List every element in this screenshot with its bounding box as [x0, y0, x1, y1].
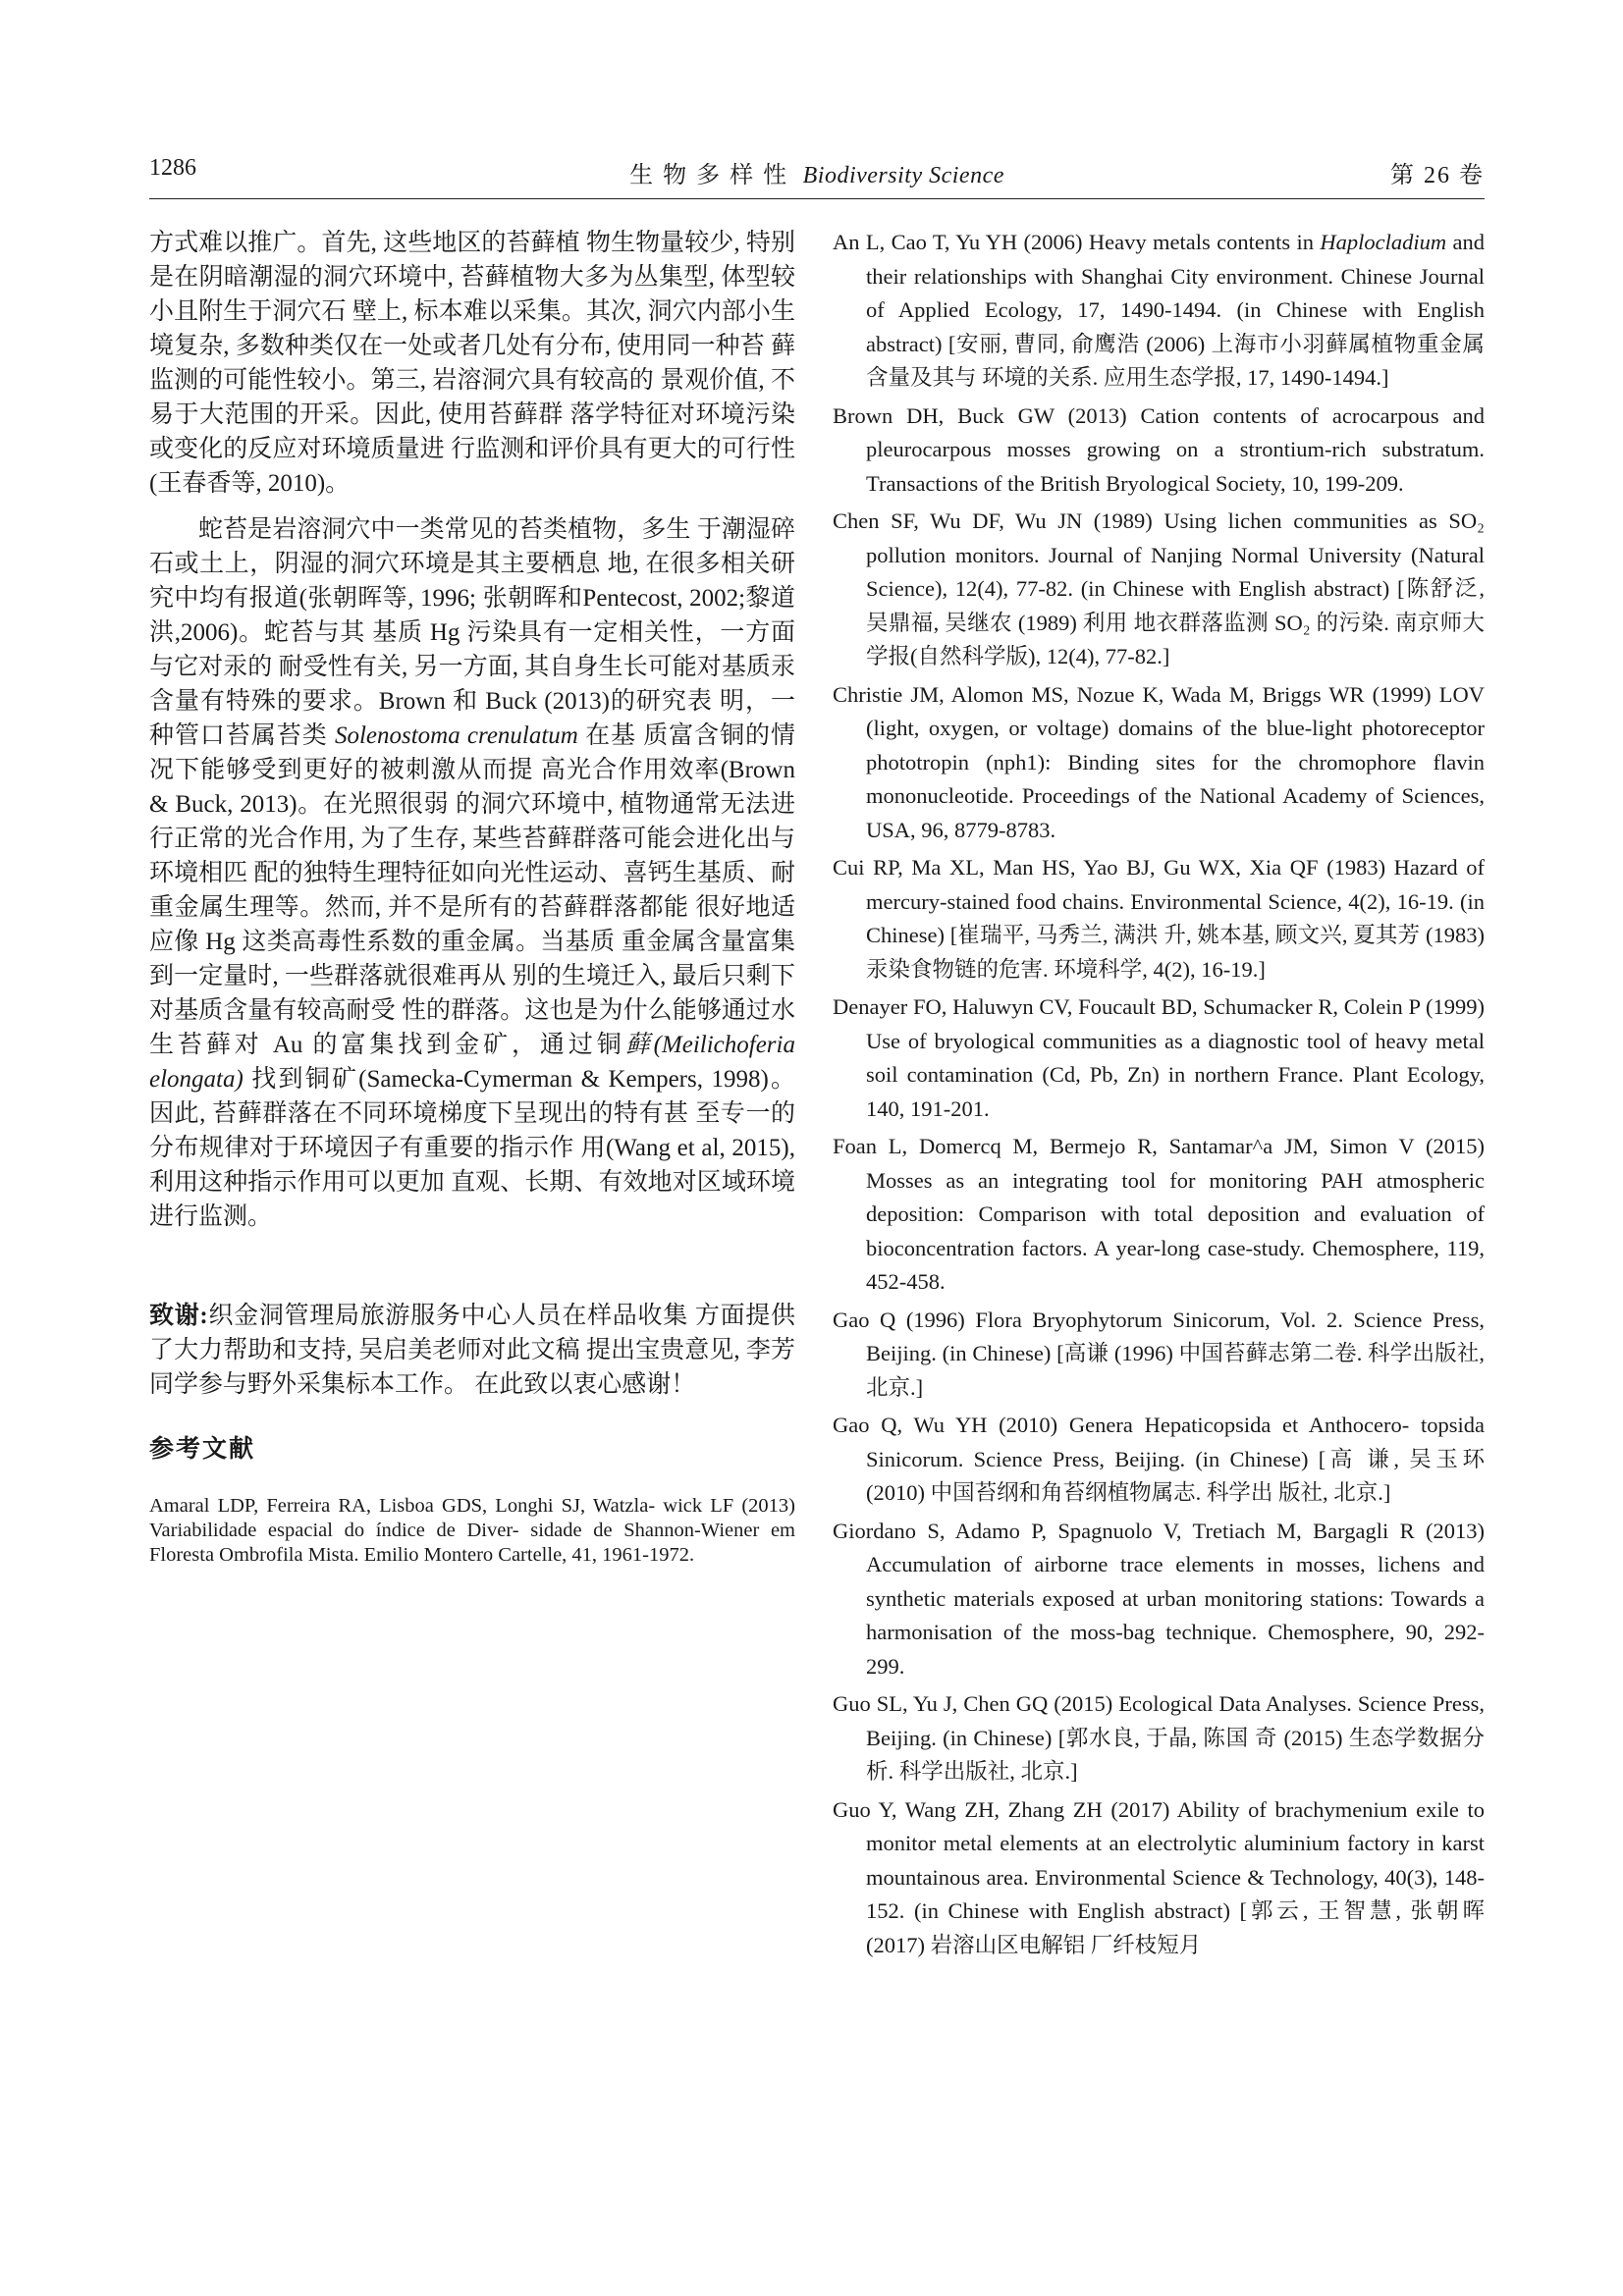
- acknowledgements-label: 致谢:: [149, 1303, 208, 1329]
- genus-name: (Meilichoferia elongata): [149, 1032, 795, 1093]
- left-column: [149, 226, 795, 1568]
- right-column: [833, 226, 1485, 1966]
- species-name: Solenostoma crenulatum: [334, 722, 578, 749]
- paragraph-2-text-b: 在基 质富含铜的情况下能够受到更好的被刺激从而提 高光合作用效率(Brown & Buck, 2013)。在光照很弱 的洞穴环境中, 植物通常无法进行正常的光合作用, 为了生存, 某些苔藓群落可能会进化出与环境相匹 配的独特生理特征如向光性运动、喜钙生基质、耐 重金属生理等。然而, 并不是所有的苔藓群落都能 很好地适应像 Hg 这类高毒性系数的重金属。当基质 重金属含量富集到一定量时, 一些群落就很难再从 别的生境迁入, 最后只剩下对基质含量有较高耐受 性的群落。这也是为什么能够通过水生苔藓对 Au 的富集找到金矿，通过铜: [149, 722, 795, 1058]
- reference-guo-y: Guo Y, Wang ZH, Zhang ZH (2017) Ability of brachymenium exile to monitor metal elements at an electrolytic aluminium factory in karst mountainous area. Environmental Science & Technology, 40(3), 148-152. (in Chinese with English abstract) [郭云, 王智慧, 张朝晖 (2017) 岩溶山区电解铝 厂纤枝短月: [833, 1796, 1485, 1957]
- reference-an-text-a: An L, Cao T, Yu YH (2006) Heavy metals contents in: [833, 230, 1321, 254]
- paragraph-2-text-a: 蛇苔是岩溶洞穴中一类常见的苔类植物，多生 于潮湿碎石或土上，阴湿的洞穴环境是其主要栖息 地, 在很多相关研究中均有报道(张朝晖等, 1996; 张朝晖和Pentecost, 2002;黎道洪,2006)。蛇苔与其 基质 Hg 污染具有一定相关性，一方面与它对汞的 耐受性有关, 另一方面, 其自身生长可能对基质汞 含量有特殊的要求。Brown 和 Buck (2013)的研究表 明，一种管口苔属苔类: [149, 516, 795, 749]
- reference-christie: Christie JM, Alomon MS, Nozue K, Wada M, Briggs WR (1999) LOV (light, oxygen, or voltage) domains of the blue-light photoreceptor phototropin (nph1): Binding sites for the chromophore flavin mononucleotide. Proceedings of the National Academy of Sciences, USA, 96, 8779-8783.: [833, 681, 1485, 842]
- reference-denayer: Denayer FO, Haluwyn CV, Foucault BD, Schumacker R, Colein P (1999) Use of bryological communities as a diagnostic tool of heavy metal soil contamination (Cd, Pb, Zn) in northern France. Plant Ecology, 140, 191-201.: [833, 994, 1485, 1121]
- reference-guo-sl: Guo SL, Yu J, Chen GQ (2015) Ecological Data Analyses. Science Press, Beijing. (in Chinese) [郭水良, 于晶, 陈国 奇 (2015) 生态学数据分析. 科学出版社, 北京.]: [833, 1691, 1485, 1784]
- reference-an-text-b: and their relationships with Shanghai City environment. Chinese Journal of Applied Ecology, 17, 1490-1494. (in Chinese with English abstract) [安丽, 曹同, 俞鹰浩 (2006) 上海市小羽藓属植物重金属含量及其与 环境的关系. 应用生态学报, 17, 1490-1494.]: [866, 230, 1485, 390]
- reference-brown: Brown DH, Buck GW (2013) Cation contents of acrocarpous and pleurocarpous mosses growing on a strontium-rich substratum. Transactions of the British Bryological Society, 10, 199-209.: [833, 402, 1485, 496]
- reference-an-genus: Haplocladium: [1320, 230, 1447, 254]
- reference-gao-1996: Gao Q (1996) Flora Bryophytorum Sinicorum, Vol. 2. Science Press, Beijing. (in Chinese) [高谦 (1996) 中国苔藓志第二卷. 科学出版社, 北京.]: [833, 1307, 1485, 1400]
- reference-gao-2010: Gao Q, Wu YH (2010) Genera Hepaticopsida et Anthocero- topsida Sinicorum. Science Press, Beijing. (in Chinese) [高 谦, 吴玉环 (2010) 中国苔纲和角苔纲植物属志. 科学出 版社, 北京.]: [833, 1413, 1485, 1505]
- page-number: 1286: [149, 155, 196, 181]
- header-rule: [149, 198, 1485, 199]
- acknowledgements: [149, 1299, 795, 1402]
- paragraph-2-text-c: 找到铜矿(Samecka-Cymerman & Kempers, 1998)。 因此, 苔藓群落在不同环境梯度下呈现出的特有甚 至专一的分布规律对于环境因子有重要的指示作 用(Wang et al, 2015),利用这种指示作用可以更加 直观、长期、有效地对区域环境进行监测。: [149, 1066, 795, 1230]
- references-heading: 参考文献: [149, 1436, 256, 1463]
- acknowledgements-text: 织金洞管理局旅游服务中心人员在样品收集 方面提供了大力帮助和支持, 吴启美老师对此文稿 提出宝贵意见, 李芳同学参与野外采集标本工作。 在此致以衷心感谢！: [149, 1303, 795, 1398]
- reference-chen: Chen SF, Wu DF, Wu JN (1989) Using lichen communities as SO₂ pollution monitors. Journal of Nanjing Normal University (Natural Science), 12(4), 77-82. (in Chinese with English abstract) [陈舒泛, 吴鼎福, 吴继农 (1989) 利用 地衣群落监测 SO₂ 的污染. 南京师大学报(自然科学版), 12(4), 77-82.]: [833, 508, 1485, 668]
- reference-amaral: Amaral LDP, Ferreira RA, Lisboa GDS, Longhi SJ, Watzla- wick LF (2013) Variabilidade espacial do índice de Diver- sidade de Shannon-Wiener em Floresta Ombrofila Mista. Emilio Montero Cartelle, 41, 1961-1972.: [149, 1495, 795, 1566]
- body-paragraph-2: [149, 512, 795, 1234]
- journal-title-en: Biodiversity Science: [802, 163, 1004, 188]
- reference-cui: Cui RP, Ma XL, Man HS, Yao BJ, Gu WX, Xia QF (1983) Hazard of mercury-stained food chains. Environmental Science, 4(2), 16-19. (in Chinese) [崔瑞平, 马秀兰, 满洪 升, 姚本基, 顾文兴, 夏其芳 (1983) 汞染食物链的危害. 环境科学, 4(2), 16-19.]: [833, 855, 1485, 982]
- running-header: [149, 155, 1485, 194]
- body-paragraph-1: 方式难以推广。首先, 这些地区的苔藓植 物生物量较少, 特别是在阴暗潮湿的洞穴环境中, 苔藓植物大多为丛集型, 体型较小且附生于洞穴石 壁上, 标本难以采集。其次, 洞穴内部小生境复杂, 多数种类仅在一处或者几处有分布, 使用同一种苔 藓监测的可能性较小。第三, 岩溶洞穴具有较高的 景观价值, 不易于大范围的开采。因此, 使用苔藓群 落学特征对环境污染或变化的反应对环境质量进 行监测和评价具有更大的可行性(王春香等, 2010)。: [149, 230, 795, 497]
- reference-an: [833, 226, 1485, 396]
- reference-foan: Foan L, Domercq M, Bermejo R, Santamar^a JM, Simon V (2015) Mosses as an integrating tool for monitoring PAH atmospheric deposition: Comparison with total deposition and evaluation of bioconcentration factors. A year-long case-study. Chemosphere, 119, 452-458.: [833, 1134, 1485, 1294]
- volume-label: 第 26 卷: [1390, 163, 1485, 188]
- journal-title: [149, 155, 1485, 189]
- journal-title-zh: 生物多样性: [629, 163, 797, 188]
- moss-name: 藓: [624, 1032, 654, 1058]
- reference-giordano: Giordano S, Adamo P, Spagnuolo V, Tretiach M, Bargagli R (2013) Accumulation of airborne trace elements in mosses, lichens and synthetic materials exposed at urban monitoring stations: Towards a harmonisation of the moss-bag technique. Chemosphere, 90, 292-299.: [833, 1518, 1485, 1679]
